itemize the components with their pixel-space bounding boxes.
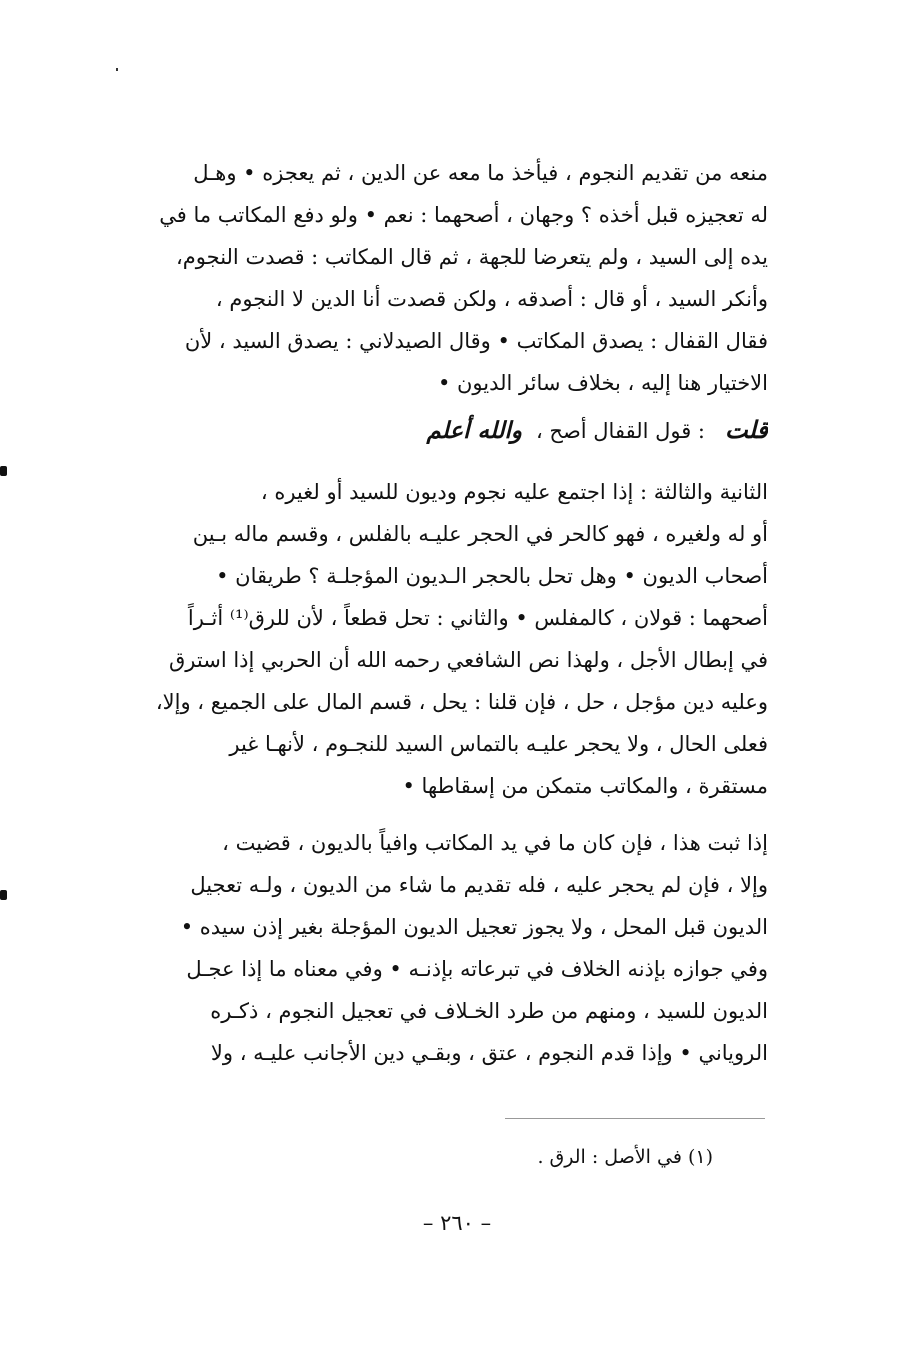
margin-mark — [0, 466, 7, 476]
margin-mark — [0, 890, 7, 900]
paragraph-2 — [108, 471, 768, 807]
paragraph-line: الروياني • وإذا قدم النجوم ، عتق ، وبقـي دين الأجانب عليـه ، ولا — [210, 1041, 768, 1065]
footnote: (١) في الأصل : الرق . — [537, 1146, 713, 1168]
paragraph-line: وإلا ، فإن لم يحجر عليه ، فله تقديم ما شاء من الديون ، ولـه تعجيل — [190, 873, 768, 897]
paragraph-line: له تعجيزه قبل أخذه ؟ وجهان ، أصحهما : نعم • ولو دفع المكاتب ما في — [159, 203, 768, 227]
paragraph-line: في إبطال الأجل ، ولهذا نص الشافعي رحمه الله أن الحربي إذا استرق — [169, 648, 768, 672]
paragraph-1 — [108, 152, 768, 404]
paragraph-line: الثانية والثالثة : إذا اجتمع عليه نجوم وديون للسيد أو لغيره ، — [260, 480, 768, 504]
paragraph-line: مستقرة ، والمكاتب متمكن من إسقاطها • — [402, 774, 768, 798]
paragraph-line: إذا ثبت هذا ، فإن كان ما في يد المكاتب وافياً بالديون ، قضيت ، — [222, 831, 768, 855]
paragraph-line: الديون للسيد ، ومنهم من طرد الخـلاف في تعجيل النجوم ، ذكـره — [210, 999, 768, 1023]
paragraph-line: أصحاب الديون • وهل تحل بالحجر الـديون المؤجلـة ؟ طريقان • — [216, 564, 768, 588]
qult-label: قلت — [725, 415, 768, 444]
footnote-divider — [505, 1118, 765, 1119]
qult-note — [108, 408, 768, 452]
paragraph-line: يده إلى السيد ، ولم يتعرضا للجهة ، ثم قال المكاتب : قصدت النجوم، — [176, 245, 768, 269]
paragraph-line: أو له ولغيره ، فهو كالحر في الحجر عليـه بالفلس ، وقسم ماله بـين — [192, 522, 768, 546]
paragraph-line: فعلى الحال ، ولا يحجر عليـه بالتماس السيد للنجـوم ، لأنهـا غير — [229, 732, 768, 756]
page-number: – ٢٦٠ – — [422, 1211, 492, 1235]
scan-speck — [116, 68, 118, 71]
paragraph-line: وأنكر السيد ، أو قال : أصدقه ، ولكن قصدت أنا الدين لا النجوم ، — [215, 287, 768, 311]
paragraph-3 — [108, 822, 768, 1074]
paragraph-line: أصحهما : قولان ، كالمفلس • والثاني : تحل قطعاً ، لأن للرق⁽¹⁾ أثـراً — [187, 606, 768, 630]
qult-text: : قول القفال أصح ، — [535, 419, 706, 443]
paragraph-line: وفي جوازه بإذنه الخلاف في تبرعاته بإذنـه • وفي معناه ما إذا عجـل — [186, 957, 768, 981]
paragraph-line: الاختيار هنا إليه ، بخلاف سائر الديون • — [437, 371, 768, 395]
paragraph-line: وعليه دين مؤجل ، حل ، فإن قلنا : يحل ، قسم المال على الجميع ، وإلا، — [155, 690, 768, 714]
qult-closing: والله أعلم — [426, 417, 522, 444]
qult-line — [108, 408, 768, 452]
paragraph-line: الديون قبل المحل ، ولا يجوز تعجيل الديون المؤجلة بغير إذن سيده • — [180, 915, 768, 939]
paragraph-line: منعه من تقديم النجوم ، فيأخذ ما معه عن الدين ، ثم يعجزه • وهـل — [193, 161, 768, 185]
paragraph-line: فقال القفال : يصدق المكاتب • وقال الصيدلاني : يصدق السيد ، لأن — [184, 329, 768, 353]
